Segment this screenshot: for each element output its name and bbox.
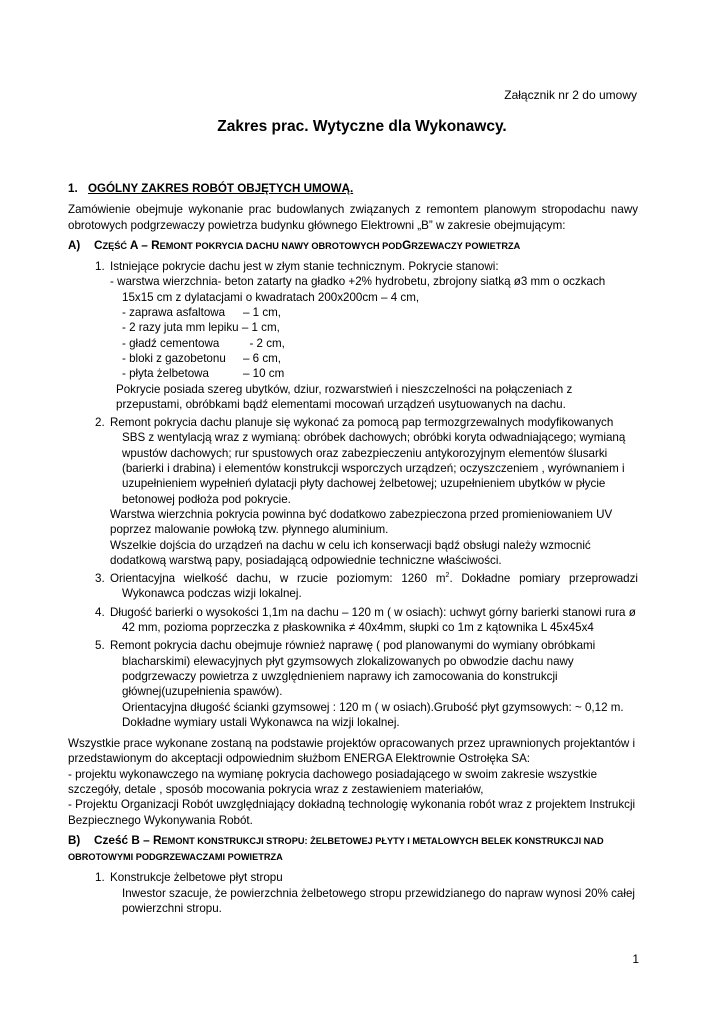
part-a-word2: EMONT POKRYCIA DACHU NAWY OBROTOWYCH POD	[159, 240, 403, 251]
list-item	[68, 415, 638, 568]
layer-value: – 1 cm,	[243, 306, 282, 320]
layer-value: – 10 cm	[243, 367, 285, 381]
part-a-cap2: A – R	[127, 237, 160, 252]
item-number: 2.	[95, 416, 105, 430]
document-title: Zakres prac. Wytyczne dla Wykonawcy.	[217, 118, 507, 135]
roof-layer	[110, 351, 638, 366]
list-item	[68, 870, 638, 916]
layer-name: - bloki z gazobetonu	[122, 351, 226, 365]
item-paragraph: Dokładne wymiary ustali Wykonawca na wizji lokalnej.	[122, 715, 400, 729]
part-a-cap1: C	[94, 237, 103, 252]
part-a-label: A)	[68, 238, 81, 252]
part-b-label: B)	[68, 833, 81, 847]
item-paragraph: Długość barierki o wysokości 1,1m na dachu – 120 m ( w osiach): uchwyt górny barierki stanowi rura ø 42 mm, pozioma poprzeczka z płaskownika ≠ 40x4mm, słupki co 1m z kątownika L 45x45x4	[110, 605, 636, 635]
roof-area-text-end: . Dokładne pomiary przeprowadzi Wykonawca podczas wizji lokalnej.	[122, 572, 638, 601]
layer-value: – 6 cm,	[243, 351, 282, 365]
roof-layer: - warstwa wierzchnia- beton zatarty na gładko +2% hydrobetu, zbrojony siatką ø3 mm o oczkach 15x15 cm z dylatacjami o kwadratach 200x200cm – 4 cm,	[110, 275, 606, 304]
general-paragraph: - projektu wykonawczego na wymianę pokrycia dachowego posiadającego w swoim zakresie wszystkie szczegóły, detale , sposób mocowania pokrycia wraz z zestawieniem materiałów,	[68, 767, 598, 796]
item-title: Konstrukcje żelbetowe płyt stropu	[110, 871, 283, 885]
part-b-heading	[68, 833, 638, 866]
general-paragraph: Wszystkie prace wykonane zostaną na podstawie projektów opracowanych przez uprawnionych projektantów i przedstawionym do akceptacji odpowiednim służbom ENERGA Elektrownie Ostrołęka SA:	[68, 737, 636, 766]
item-paragraph: Remont pokrycia dachu planuje się wykonać za pomocą pap termozgrzewalnych modyfikowanych SBS z wentylacją wraz z wymianą: obróbek dachowych; obróbki koryta odwadniającego; wymianą wpustów dachowych; rur spustowych oraz zabezpieczeniu antykorozyjnym elementów ślusarki (barierki i drabina) i elementów konstrukcji wsporczych urządzeń; oczyszczeniem , wyrównaniem i uzupełnieniem wypełnień dylatacji płyty dachowej żelbetowej; uzupełnieniem ubytków w płycie betonowej podłoża pod pokrycie.	[110, 416, 626, 506]
list-item	[68, 571, 638, 602]
roof-layer	[110, 366, 638, 381]
roof-layer	[110, 305, 638, 320]
part-a-heading	[68, 238, 638, 254]
part-a-word3: RZEWACZY POWIETRZA	[411, 240, 521, 251]
part-b-cap1: Cześć B – R	[94, 832, 162, 847]
part-b-word1: EMONT KONSTRUKCJI STROPU: ŻELBETOWEJ PŁYTY I METALOWYCH BELEK KONSTRUKCJI NAD OBROTOWYMI PODGRZEWACZAMI POWIETRZA	[68, 835, 604, 863]
item-paragraph: Orientacyjna długość ścianki gzymsowej : 120 m ( w osiach).Grubość płyt gzymsowych: ~ 0,12 m.	[122, 700, 624, 714]
roof-layer	[110, 320, 638, 335]
layer-name: - gładź cementowa	[122, 336, 220, 350]
part-a-word1: ZĘŚĆ	[102, 240, 128, 251]
layer-name: - 2 razy juta mm lepiku – 1 cm,	[122, 321, 280, 335]
item-paragraph: Remont pokrycia dachu obejmuje również naprawę ( pod planowanymi do wymiany obróbkami blacharskimi) elewacyjnych płyt gzymsowych zlokalizowanych po obwodzie dachu nawy podgrzewaczy powietrza z uwzględnieniem naprawy ich zamocowania do konstrukcji głównej(uzupełnienia spawów).	[110, 639, 596, 699]
item-number: 5.	[95, 639, 105, 653]
roof-layer	[110, 336, 638, 351]
item-number: 1.	[95, 260, 105, 274]
item-paragraph	[110, 571, 638, 602]
page-number: 1	[632, 952, 639, 966]
item-paragraph: Inwestor szacuje, że powierzchnia żelbetowego stropu przewidzianego do napraw wynosi 20% całej powierzchni stropu.	[122, 886, 635, 916]
item-number: 3.	[95, 572, 105, 586]
section-heading	[68, 181, 638, 196]
general-paragraph: - Projektu Organizacji Robót uwzględniający dokładną technologię wykonania robót wraz z projektem Instrukcji Bezpiecznego Wykonywania Robót.	[68, 798, 636, 827]
superscript: 2	[445, 572, 450, 580]
item-note: Pokrycie posiada szereg ubytków, dziur, rozwarstwień i nieszczelności na połączeniach z przepustami, obróbkami bądź elementami mocowań urządzeń usytuowanych na dachu.	[116, 382, 573, 411]
item-number: 1.	[95, 871, 105, 885]
item-paragraph: Warstwa wierzchnia pokrycia powinna być dodatkowo zabezpieczona przed promieniowaniem UV poprzez malowanie powłoką tzw. płynnego aluminium.	[110, 507, 613, 537]
item-intro: Istniejące pokrycie dachu jest w złym stanie technicznym. Pokrycie stanowi:	[110, 260, 499, 274]
document-body	[68, 181, 638, 919]
list-item	[68, 638, 638, 730]
layer-name: - zaprawa asfaltowa	[122, 306, 226, 320]
layer-name: - płyta żelbetowa	[122, 367, 209, 381]
roof-area-text: Orientacyjna wielkość dachu, w rzucie poziomym: 1260 m	[110, 572, 446, 586]
item-number: 4.	[95, 605, 105, 619]
annex-label: Załącznik nr 2 do umowy	[504, 88, 637, 102]
part-a-cap3: G	[402, 237, 412, 252]
section-number: 1.	[68, 182, 78, 195]
section-heading-text: OGÓLNY ZAKRES ROBÓT OBJĘTYCH UMOWĄ.	[88, 182, 354, 195]
section-intro: Zamówienie obejmuje wykonanie prac budowlanych związanych z remontem planowym stropodachu nawy obrotowych podgrzewaczy powietrza budynku głównego Elektrowni „B” w zakresie obejmującym:	[68, 203, 638, 232]
layer-value: - 2 cm,	[243, 336, 285, 350]
list-item	[68, 605, 638, 636]
list-item	[68, 259, 638, 412]
item-paragraph: Wszelkie dojścia do urządzeń na dachu w celu ich konserwacji bądź obsługi należy wzmocnić dodatkową warstwą papy, posiadającą odpowiednie techniczne właściwości.	[110, 538, 591, 567]
